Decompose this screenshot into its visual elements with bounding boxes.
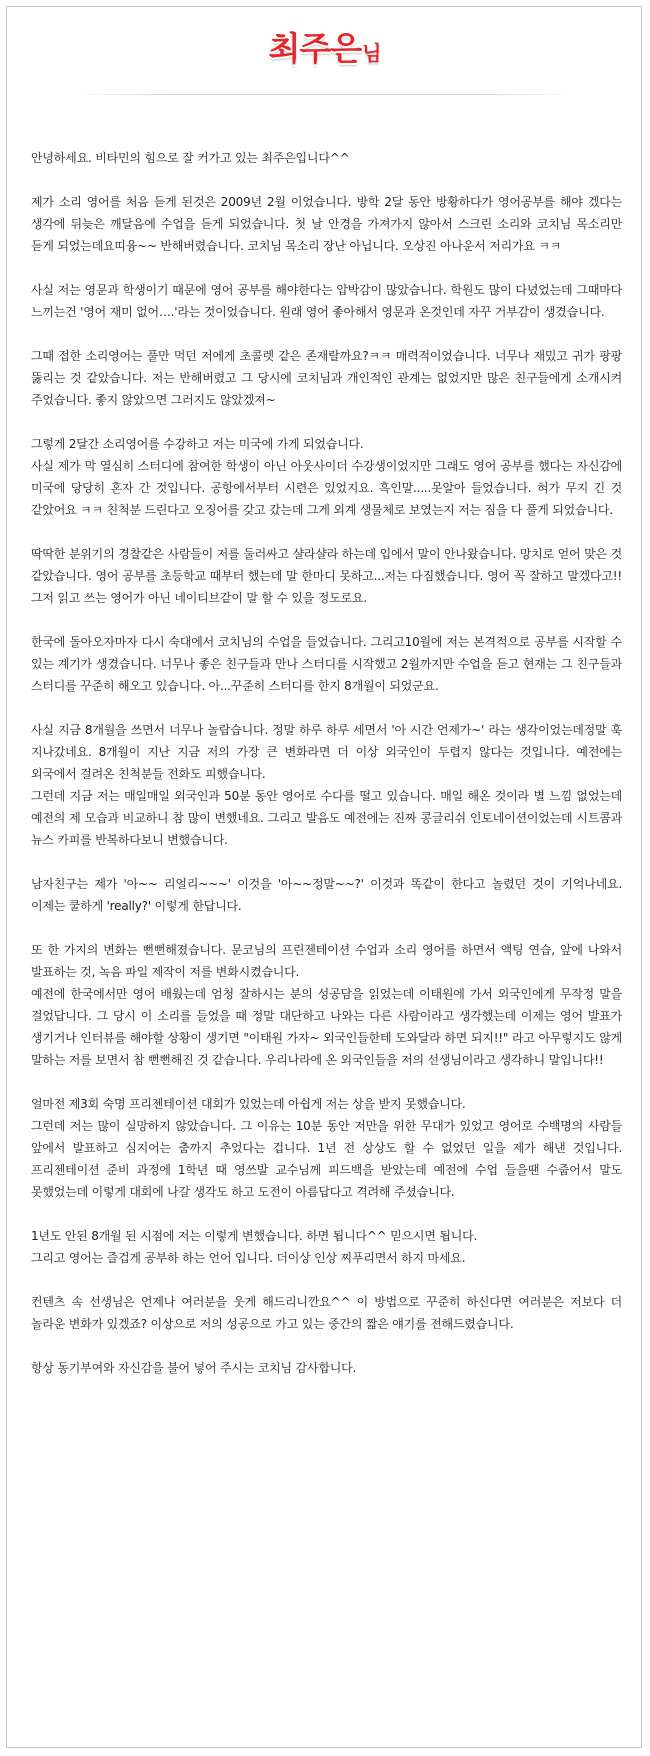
- paragraph: 안녕하세요. 비타민의 힘으로 잘 커가고 있는 최주은입니다^^: [31, 151, 350, 165]
- testimonial-frame: [6, 6, 642, 1748]
- paragraph: 사실 지금 8개월을 쓰면서 너무나 놀랍습니다. 정말 하루 하루 세면서 '아 시간 언제가~' 라는 생각이었는데정말 훅 지나갔네요. 8개월이 지난 지금 저의 가장 큰 변화라면 더 이상 외국인이 두렵지 않다는 것입니다. 예전에는 외국에서 걸려온 친척분들 전화도 피했습니다. 그런데 지금 저는 매일매일 외국인과 50분 동안 영어로 수다를 떨고 있습니다. 매일 해온 것이라 별 느낌 없었는데 예전의 제 모습과 비교하니 참 많이 변했네요. 그리고 발음도 예전에는 진짜 콩글리쉬 인토네이션이었는데 시트콤과 뉴스 카피를 반복하다보니 변했습니다.: [31, 723, 622, 847]
- paragraph: 얼마전 제3회 숙명 프리젠테이션 대회가 있었는데 아쉽게 저는 상을 받지 못했습니다. 그런데 저는 많이 실망하지 않았습니다. 그 이유는 10분 동안 저만을 위한 무대가 있었고 영어로 수백명의 사람들 앞에서 발표하고 심지어는 춤까지 추었다는 겁니다. 1년 전 상상도 할 수 없었던 일을 제가 해낸 것입니다. 프리젠테이션 준비 과정에 1학년 때 영쓰발 교수님께 피드백을 받았는데 예전에 수업 들을땐 수줍어서 말도 못했었는데 이렇게 대회에 나갈 생각도 하고 도전이 아름답다고 격려해 주셨습니다.: [31, 1097, 622, 1199]
- testimonial-body: [31, 147, 622, 1401]
- page-title: [7, 23, 643, 70]
- paragraph: 그렇게 2달간 소리영어를 수강하고 저는 미국에 가게 되었습니다. 사실 제가 막 열심히 스터디에 참여한 학생이 아닌 아웃사이더 수강생이었지만 그래도 영어 공부를 했다는 자신감에 미국에 당당히 혼자 간 것입니다. 공항에서부터 시련은 있었지요. 흑인말.....못알아 들었습니다. 혀가 무지 긴 것 같았어요 ㅋㅋ 친척분 드린다고 오징어를 갖고 갔는데 그게 외계 생물체로 보였는지 저는 짐을 다 풀게 되었습니다.: [31, 437, 622, 517]
- paragraph: 남자친구는 제가 '아~~ 리얼리~~~' 이것을 '아~~정말~~?' 이것과 똑같이 한다고 놀렸던 것이 기억나네요. 이제는 쿨하게 'really?' 이렇게 한답니다.: [31, 877, 622, 913]
- title-divider: [71, 94, 577, 95]
- honorific-suffix: 님: [362, 41, 382, 65]
- paragraph: 1년도 안된 8개월 된 시점에 저는 이렇게 변했습니다. 하면 됩니다^^ 믿으시면 됩니다. 그리고 영어는 즐겁게 공부하 하는 언어 입니다. 더이상 인상 찌푸리면서 하지 마세요.: [31, 1229, 478, 1265]
- paragraph: 사실 저는 영문과 학생이기 때문에 영어 공부를 해야한다는 압박감이 많았습니다. 학원도 많이 다녔었는데 그때마다 느끼는건 '영어 재미 없어….'라는 것이었습니다. 원래 영어 좋아해서 영문과 온것인데 자꾸 거부감이 생겼습니다.: [31, 283, 622, 319]
- paragraph: 컨텐츠 속 선생님은 언제나 여러분을 웃게 해드리니깐요^^ 이 방법으로 꾸준히 하신다면 여러분은 저보다 더 놀라운 변화가 있겠죠? 이상으로 저의 성공으로 가고 있는 중간의 짧은 얘기를 전해드렸습니다.: [31, 1295, 622, 1331]
- paragraph: 그때 접한 소리영어는 풀만 먹던 저에게 초콜렛 같은 존재랄까요?ㅋㅋ 매력적이었습니다. 너무나 재밌고 귀가 팡팡 뚫리는 것 같았습니다. 저는 반해버렸고 그 당시에 코치님과 개인적인 관계는 없었지만 많은 친구들에게 소개시켜 주었습니다. 좋지 않았으면 그러지도 않았겠져~: [31, 349, 622, 407]
- author-name: 최주은: [268, 29, 362, 68]
- header: [7, 7, 643, 117]
- paragraph: 딱딱한 분위기의 경찰같은 사람들이 저를 둘러싸고 샬라샬라 하는데 입에서 말이 안나왔습니다. 망치로 얻어 맞은 것 같았습니다. 영어 공부를 초등학교 때부터 했는데 말 한마디 못하고...저는 다짐했습니다. 영어 꼭 잘하고 말겠다고!! 그저 읽고 쓰는 영어가 아닌 네이티브같이 말 할 수 있을 정도로요.: [31, 547, 622, 605]
- paragraph: 한국에 돌아오자마자 다시 숙대에서 코치님의 수업을 들었습니다. 그리고10월에 저는 본격적으로 공부를 시작할 수 있는 계기가 생겼습니다. 너무나 좋은 친구들과 만나 스터디를 시작했고 2월까지만 수업을 듣고 현재는 그 친구들과 스터디를 꾸준히 해오고 있습니다. 아...꾸준히 스터디를 한지 8개월이 되었군요.: [31, 635, 622, 693]
- paragraph: 항상 동기부여와 자신감을 불어 넣어 주시는 코치님 감사합니다.: [31, 1361, 357, 1375]
- paragraph: 제가 소리 영어를 처음 듣게 된것은 2009년 2월 이었습니다. 방학 2달 동안 방황하다가 영어공부를 해야 겠다는 생각에 뒤늦은 깨달음에 수업을 듣게 되었습니다. 첫 날 안경을 가져가지 않아서 스크린 소리와 코치님 목소리만 듣게 되었는데요띠융~~ 반해버렸습니다. 코치님 목소리 장난 아닙니다. 오상진 아나운서 저리가요 ㅋㅋ: [31, 195, 622, 253]
- paragraph: 또 한 가지의 변화는 뻔뻔해졌습니다. 문코님의 프린젠테이션 수업과 소리 영어를 하면서 액팅 연습, 앞에 나와서 발표하는 것, 녹음 파일 제작이 저를 변화시켰습니다. 예전에 한국에서만 영어 배웠는데 엄청 잘하시는 분의 성공담을 읽었는데 이태원에 가서 외국인에게 무작정 말을 걸었답니다. 그 당시 이 소리를 들었을 때 정말 대단하고 나와는 다른 사람이라고 생각했는데 이제는 영어 발표가 생기거나 인터뷰를 해야할 상황이 생기면 "이태원 가자~ 외국인들한테 도와달라 하면 되지!!" 라고 아무렇지도 않게 말하는 저를 보면서 참 뻔뻔해진 것 같습니다. 우리나라에 온 외국인들을 저의 선생님이라고 생각하니 말입니다!!: [31, 943, 622, 1067]
